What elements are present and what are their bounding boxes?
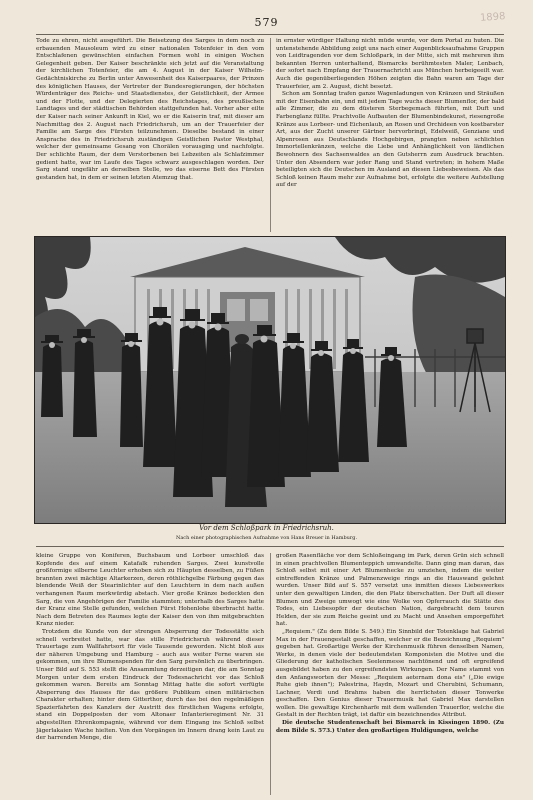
column-divider bbox=[270, 38, 271, 232]
photo-credit: Nach einer photographischen Aufnahme von Hans Breuer in Hamburg. bbox=[175, 535, 358, 541]
paragraph: kleine Gruppe von Koniferen, Buchsbaum und Lorbeer umschloß das Kopfende des auf einem Katafalk ruhenden Sarges. Zwei kunstvolle großformige silberne Leuchter erhoben sich zu Häupten desselben, zu Füßen brannten zwei mächtige Altarkerzen, deren röthlichgelbe Färbung gegen das blendende Weiß der Stearinlichter auf den Leuchtern in dem nach außen verhangenen Raum merkwürdig abstach. Vier große Kränze bedeckten den Sarg, die von Angehörigen der Familie stammten; unterhalb des Sarges hatte der Kranz eine Stelle gefunden, welchen Fürst Hohenlohe überbracht hatte. Nach dem Betreten des Raumes legte der Kaiser den von ihm mitgebrachten Kranz nieder. bbox=[36, 553, 264, 628]
paragraph: „Requiem." (Zu dem Bilde S. 549.) Ein Sinnbild der Totenklage hat Gabriel Max in der Frauengestalt geschaffen, welcher er die Bezeichnung „Requiem" gegeben hat. Großartige Werke der Kirchenmusik führen denselben Namen, Werke, in denen viele der bedeutendsten Komponisten die Motive und die Gliederung der katholischen Seelenmesse nachtönend und oft ergreifend ausgebildet haben zu den ergreifendsten Wirkungen. Der Name stammt von den Anfangsworten der Messe: „Requiem aeternam dona eis" („Die ewige Ruhe gieb ihnen"); Palestrina, Haydn, Mozart und Cherubini, Schumann, Lachner, Verdi und Brahms haben die herrlichsten dieser Tonwerke geschaffen. Den Genius dieser Trauermusik hat Gabriel Max darstellen wollen. Die gewaltige Kirchenharfe mit dem wallenden Trauerflor, welche die Gestalt in der Rechten trägt, ist dafür ein bezeichnendes Attribut. bbox=[276, 628, 504, 719]
column-bottom-right bbox=[276, 553, 504, 795]
engraving-illustration bbox=[34, 236, 506, 524]
column-top-right bbox=[276, 38, 504, 232]
archive-stamp: 1898 bbox=[479, 11, 506, 24]
column-bottom-left bbox=[36, 553, 264, 795]
column-divider bbox=[270, 553, 271, 795]
page-number: 579 bbox=[254, 16, 279, 29]
header-rule bbox=[36, 34, 504, 35]
park-scene-image bbox=[35, 237, 505, 523]
figure-caption: Vor dem Schloßpark in Friedrichsruh. bbox=[199, 524, 334, 532]
paragraph: Schon am Sonntag trafen ganze Wagenladungen von Kränzen und Sträußen mit der Eisenbahn ein, und mit jedem Tage wuchs dieser Blumenflor, der bald alle Zimmer, die zu dem düsteren Sterbegemach führten, mit Duft und Farbenglanz füllte. Prachtvolle Aufbauten der Blumenbindekunst, riesengroße Kränze aus Lorbeer- und Eichenlaub, an Rosen und Orchideen von kostbarster Art, aus der Zucht unserer Gärtner hervorbringt, Edelweiß, Genziane und Alpenrosen aus Deutschlands Hochgebirgen, prangten neben schlichten Immortellenkränzen, welche die Liebe und Anhänglichkeit von ländlichen Bewohnern des Sachsenwaldes an den Gutsherrn zum Ausdruck brachten. Unter den Absendern war jeder Rang und Stand vertreten; in hohem Maße beteiligten sich die Deutschen im Ausland an diesen Liebesbeweisen. Als das Schloß keinen Raum mehr zur Aufnahme bot, erfolgte die weitere Aufstellung auf der bbox=[276, 91, 504, 189]
paragraph: Trotzdem die Kunde von der strengen Absperrung der Todesstätte sich schnell verbreitet hatte, war das stille Friedrichsruh während dieser Trauertage zum Wallfahrtsort für viele Tausende geworden. Nicht bloß aus der näheren Umgebung und Hamburg – auch aus weiter Ferne waren sie gekommen, um ihre Blumenspenden für den Sarg persönlich zu überbringen. Unser Bild auf S. 553 stellt die Ansammlung derzeitigen dar, die am Sonntag Morgen unter dem ersten Eindruck der Todesnachricht vor das Schloß gekommen waren. Bereits am Sonntag Mittag hatte die sofort verfügte Absperrung des Hauses für das größere Publikum einen militärischen Charakter erhalten; hinter dem Gitterthor, durch das bei den regelmäßigen Spazierfahrten des Kanzlers der Austritt des fürstlichen Wagens erfolgte, stand ein Doppelposten der vom Altonaer Infanterieregiment Nr. 31 abgestellten Ehrenkompagnie, während vor dem Eingang ins Schloß selbst Jägerlakaien Wache hielten. Von den Vorgängen im Innern drang kein Laut zu der harrenden Menge, die bbox=[36, 628, 264, 742]
figure-rule bbox=[36, 546, 504, 547]
paragraph: in ernster würdiger Haltung nicht müde wurde, vor dem Portal zu huten. Die untenstehende Abbildung zeigt uns nach einer Augenblicksaufnahme Gruppen von Leidtragenden vor dem Schloßpark, in der Mitte, sich mit mehreren ihm bekannten Herren unterhaltend, Bismarcks berühmtesten Maler, Lenbach, der sofort nach Empfang der Trauernachricht aus München herbeigeeilt war. Auch die gegenüberliegenden Höhen zeigten die Bahn waren am Tage der Trauerfeier, am 2. August, dicht besetzt. bbox=[276, 38, 504, 90]
section-heading-paragraph: Die deutsche Studentenschaft bei Bismarck in Kissingen 1890. (Zu dem Bilde S. 573.) Unter den großartigen Huldigungen, welche bbox=[276, 720, 504, 734]
paragraph: Tode zu ehren, nicht ausgeführt. Die Beisetzung des Sarges in dem noch zu erbauenden Mausoleum wird zu einer nationalen Totenfeier in den vom Entschlafenen gewünschten einfachen Formen wohl in einigen Wochen Gelegenheit geben. Der Kaiser beschränkte sich jetzt auf die Veranstaltung der kirchlichen Totenfeier, die am 4. August in der Kaiser Wilhelm-Gedächtniskirche zu Berlin unter Anwesenheit des Kaiserpaares, der Prinzen des königlichen Hauses, der Vertreter der Bundesregierungen, der höchsten Würdenträger des Reichs- und Staatsdienstes, der Geistlichkeit, der Armee und der Flotte, und der Delegierten des Reichstages, des preußischen Landtages und der städtischen Behörden stattgefunden hat. Vorher aber eilte der Kaiser nach seiner Ankunft in Kiel, wo er die Kaiserin traf, mit dieser am Nachmittag des 2. August nach Friedrichsruh, um an der Trauerfeier der Familie am Sarge des Fürsten teilzunehmen. Dieselbe bestand in einer Ansprache des in Friedrichsruh zuständigen Geistlichen Pastor Westphal, welcher der gemeinsame Gesang von Chorälen vorausging und nachfolgte. Der schlichte Raum, der dem Verstorbenen bei Lebzeiten als Schlafzimmer gedient hatte, war im Laufe des Tages schwarz ausgeschlagen worden. Der Sarg stand ungefähr an derselben Stelle, wo das eiserne Bett des Fürsten gestanden hat, in dem er seinen letzten Atemzug that. bbox=[36, 38, 264, 181]
paragraph: großen Rasenfläche vor dem Schloßeingang im Park, deren Grün sich schnell in einen prachtvollen Blumenteppich umwandelte. Dann ging man daran, das Schloß selbst mit einer Art Blumenhecke zu umziehen, indem die weiter eintreffenden Kränze und Palmenzweige rings an die Hauswand gelehnt wurden. Unser Bild auf S. 557 versetzt uns inmitten dieses Liebeswerkes unter den gewaltigen Linden, die den Platz überschatten. Der Duft all dieser Blumen und Zweige umwogt wie eine Wolke von Opferrauch die Stätte des Todes, ein Liebesopfer der deutschen Nation, dargebracht dem teuren Helden, der sie zum Reiche geeint und zu Macht und Ansehen emporgeführt hat. bbox=[276, 553, 504, 628]
column-top-left bbox=[36, 38, 264, 232]
